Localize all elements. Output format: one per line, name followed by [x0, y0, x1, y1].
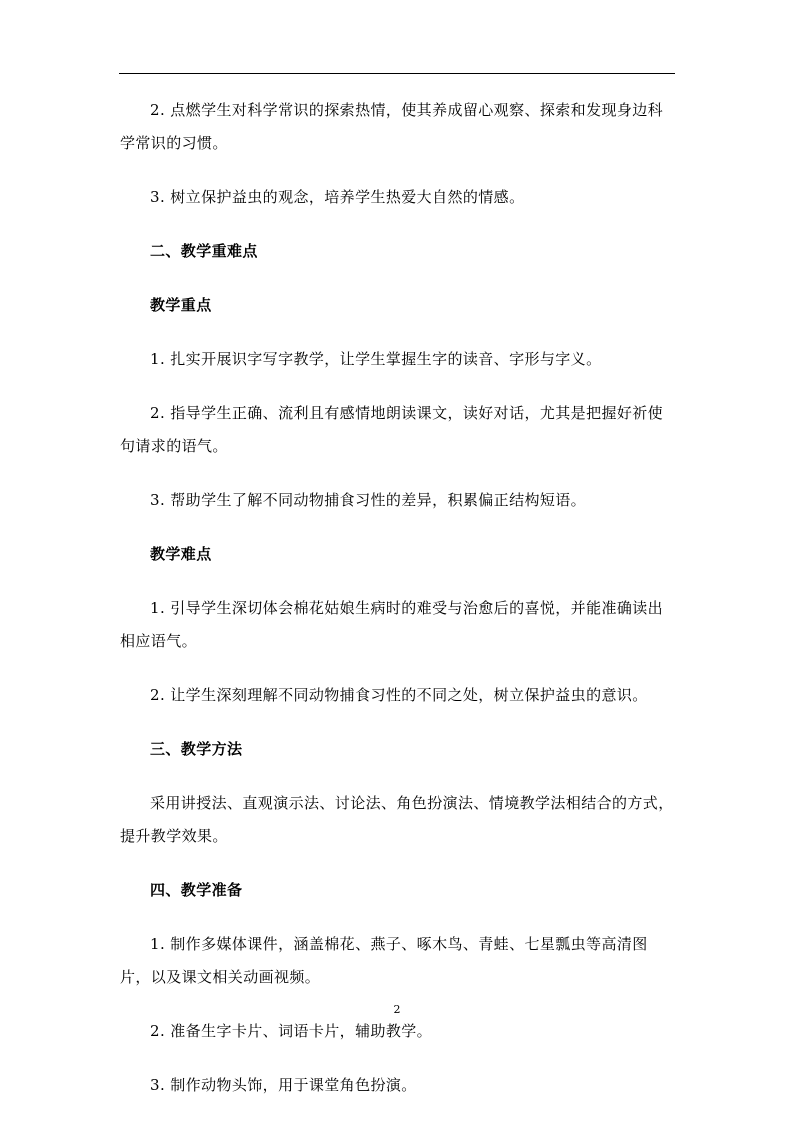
- header-rule: [119, 73, 675, 74]
- paragraph-key-point-1: 1. 扎实开展识字写字教学，让学生掌握生字的读音、字形与字义。: [150, 350, 602, 368]
- paragraph-preparation-2: 2. 准备生字卡片、词语卡片，辅助教学。: [150, 1022, 433, 1040]
- section-heading-key-difficult-points: 二、教学重难点: [150, 242, 258, 260]
- paragraph-key-point-2: 2. 指导学生正确、流利且有感情地朗读课文，读好对话，尤其是把握好祈使句请求的语气。: [120, 404, 664, 455]
- paragraph-difficult-point-1: 1. 引导学生深切体会棉花姑娘生病时的难受与治愈后的喜悦，并能准确读出相应语气。: [120, 599, 664, 650]
- paragraph-goal-3: 3. 树立保护益虫的观念，培养学生热爱大自然的情感。: [150, 188, 525, 206]
- document-body: [120, 94, 676, 1123]
- paragraph-preparation-1: 1. 制作多媒体课件，涵盖棉花、燕子、啄木鸟、青蛙、七星瓢虫等高清图片，以及课文相关动画视频。: [120, 935, 648, 986]
- paragraph-teaching-methods: 采用讲授法、直观演示法、讨论法、角色扮演法、情境教学法相结合的方式，提升教学效果。: [120, 794, 674, 845]
- paragraph-key-point-3: 3. 帮助学生了解不同动物捕食习性的差异，积累偏正结构短语。: [150, 491, 587, 509]
- section-heading-teaching-methods: 三、教学方法: [150, 740, 243, 758]
- page-number: 2: [393, 1003, 401, 1016]
- paragraph-preparation-3: 3. 制作动物头饰，用于课堂角色扮演。: [150, 1076, 417, 1094]
- section-heading-teaching-preparation: 四、教学准备: [150, 881, 243, 899]
- subheading-key-points: 教学重点: [150, 296, 212, 314]
- paragraph-goal-2: 2. 点燃学生对科学常识的探索热情，使其养成留心观察、探索和发现身边科学常识的习惯。: [120, 101, 664, 152]
- paragraph-difficult-point-2: 2. 让学生深刻理解不同动物捕食习性的不同之处，树立保护益虫的意识。: [150, 686, 648, 704]
- subheading-difficult-points: 教学难点: [150, 545, 212, 563]
